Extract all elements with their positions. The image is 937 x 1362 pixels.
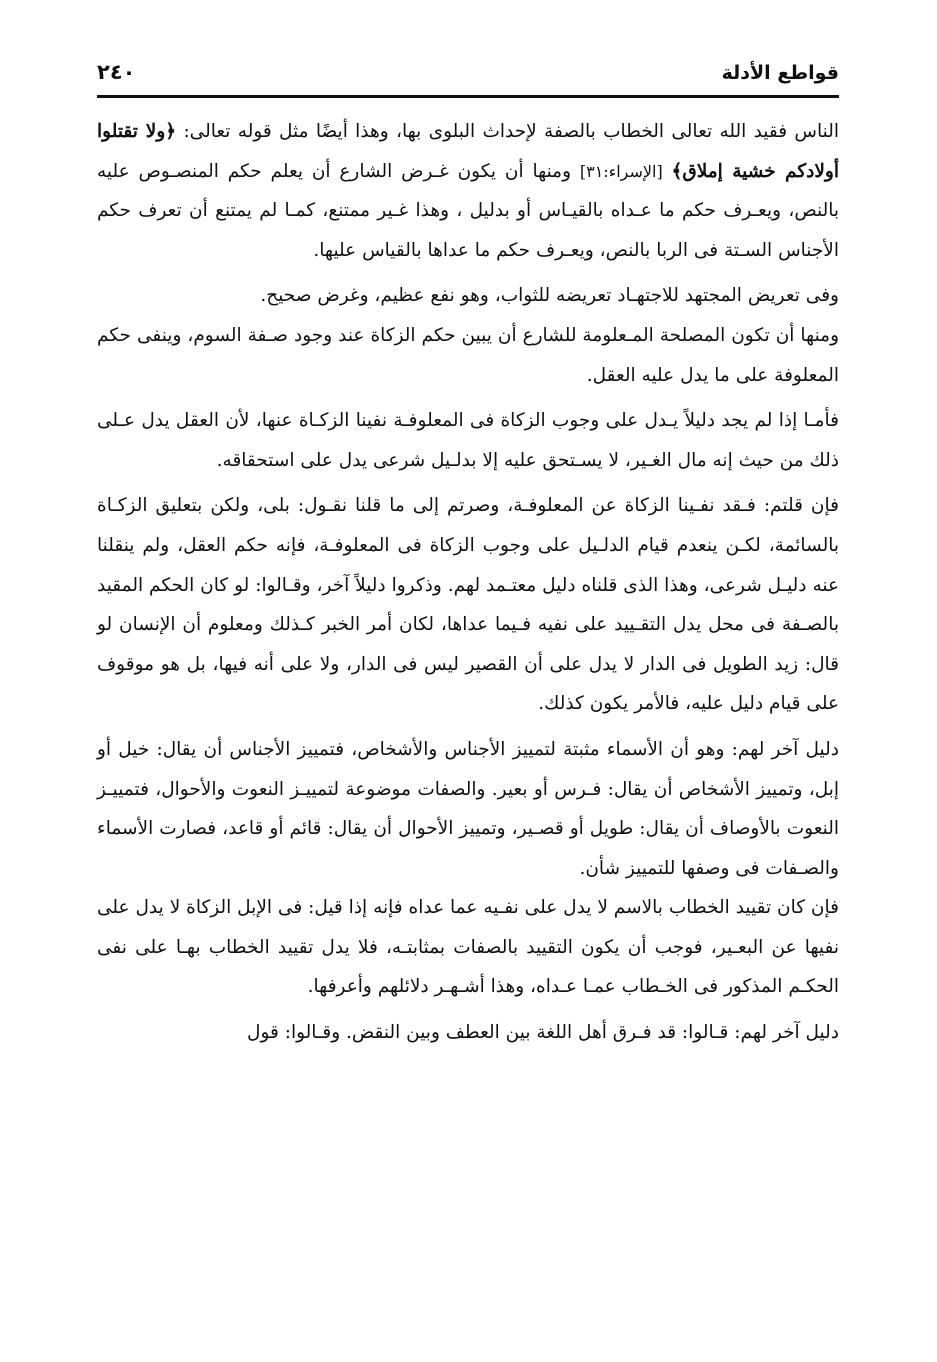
paragraph-6: دليل آخر لهم: وهو أن الأسماء مثبتة لتمييز الأجناس والأشخاص، فتمييز الأجناس أن يقال: خيل أو إبل، وتمييز الأشخاص أن يقال: فـرس أو بعير. والصفات موضوعة لتمييـز النعوت والأحوال، فتمييـز النعوت بالأوصاف أن يقال: طويل أو قصـير، وتمييز الأحوال أن يقال: قائم أو قاعد، فصارت الأسماء والصـفات فى وصفها للتمييز شأن.	[97, 738, 839, 879]
page-body	[97, 112, 839, 1059]
paragraph-1	[97, 112, 839, 270]
paragraph-4: فأمـا إذا لم يجد دليلاً يـدل على وجوب الزكاة فى المعلوفـة نفينا الزكـاة عنها، لأن العقل يدل عـلى ذلك من حيث إنه مال الغـير، لا يسـتحق عليه إلا بدلـيل شرعى يدل على استحقاقه.	[97, 410, 839, 471]
header-rule	[97, 95, 839, 98]
page-number: ٢٤٠	[97, 60, 136, 84]
paragraph-5: فإن قلتم: فـقد نفـينا الزكاة عن المعلوفـة، وصرتم إلى ما قلنا نقـول: بلى، ولكن بتعليق الزكـاة بالسائمة، لكـن ينعدم قيام الدلـيل على وجوب الزكاة فى المعلوفـة، فإنه حكم العقل، ولم ينقلنا عنه دليـل شرعى، وهذا الذى قلناه دليل معتـمد لهم. وذكروا دليلاً آخر، وقـالوا: لو كان الحكم المقيد بالصـفة فى محل يدل التقـييد على نفيه فـيما عداها، لكان أمر الخبر كـذلك ومعلوم أن الإنسان لو قال: زيد الطويل فى الدار لا يدل على أن القصير ليس فى الدار، ولا على أنه فيها، بل هو موقوف على قيام دليل عليه، فالأمر يكون كذلك.	[97, 495, 839, 715]
running-header	[97, 58, 839, 90]
verse-citation: [الإسراء:٣١]	[579, 161, 663, 181]
book-title: قواطع الأدلة	[721, 62, 839, 84]
paragraph-8: دليل آخر لهم: قـالوا: قد فـرق أهل اللغة بين العطف وبين النقض. وقـالوا: قول	[247, 1022, 839, 1044]
paragraph-7: فإن كان تقييد الخطاب بالاسم لا يدل على نفـيه عما عداه فإنه إذا قيل: فى الإبل الزكاة لا يدل على نفيها عن البعـير، فوجب أن يكون التقييد بالصفات بمثابتـه، فلا يدل تقييد الخطاب بهـا على نفى الحكـم المذكور فى الخـطاب عمـا عـداه، وهذا أشـهـر دلائلهم وأعرفها.	[97, 897, 839, 998]
paragraph-2: وفى تعريض المجتهد للاجتهـاد تعريضه للثواب، وهو نفع عظيم، وغرض صحيح.	[260, 285, 839, 307]
paragraph-1-intro: الناس فقيد الله تعالى الخطاب بالصفة لإحداث البلوى بها، وهذا أيضًا مثل قوله تعالى:	[183, 121, 839, 142]
paragraph-1-rest: ومنها أن يكون غـرض الشارع أن يعلم حكم المنصـوص عليه بالنص، ويعـرف حكم ما عـداه بالقيـاس أو بدليل ، وهذا غـير ممتنع، كمـا لم يمتنع أن تعرف حكم الأجناس السـتة فى الربا بالنص، ويعـرف حكم ما عداها بالقياس عليها.	[97, 160, 839, 261]
quran-verse: ﴿ولا تقتلوا أولادكم خشية إملاق﴾	[97, 121, 839, 182]
paragraph-3: ومنها أن تكون المصلحة المـعلومة للشارع أن يبين حكم الزكاة عند وجود صـفة السوم، وينفى حكم المعلوفة على ما يدل عليه العقل.	[97, 324, 839, 386]
